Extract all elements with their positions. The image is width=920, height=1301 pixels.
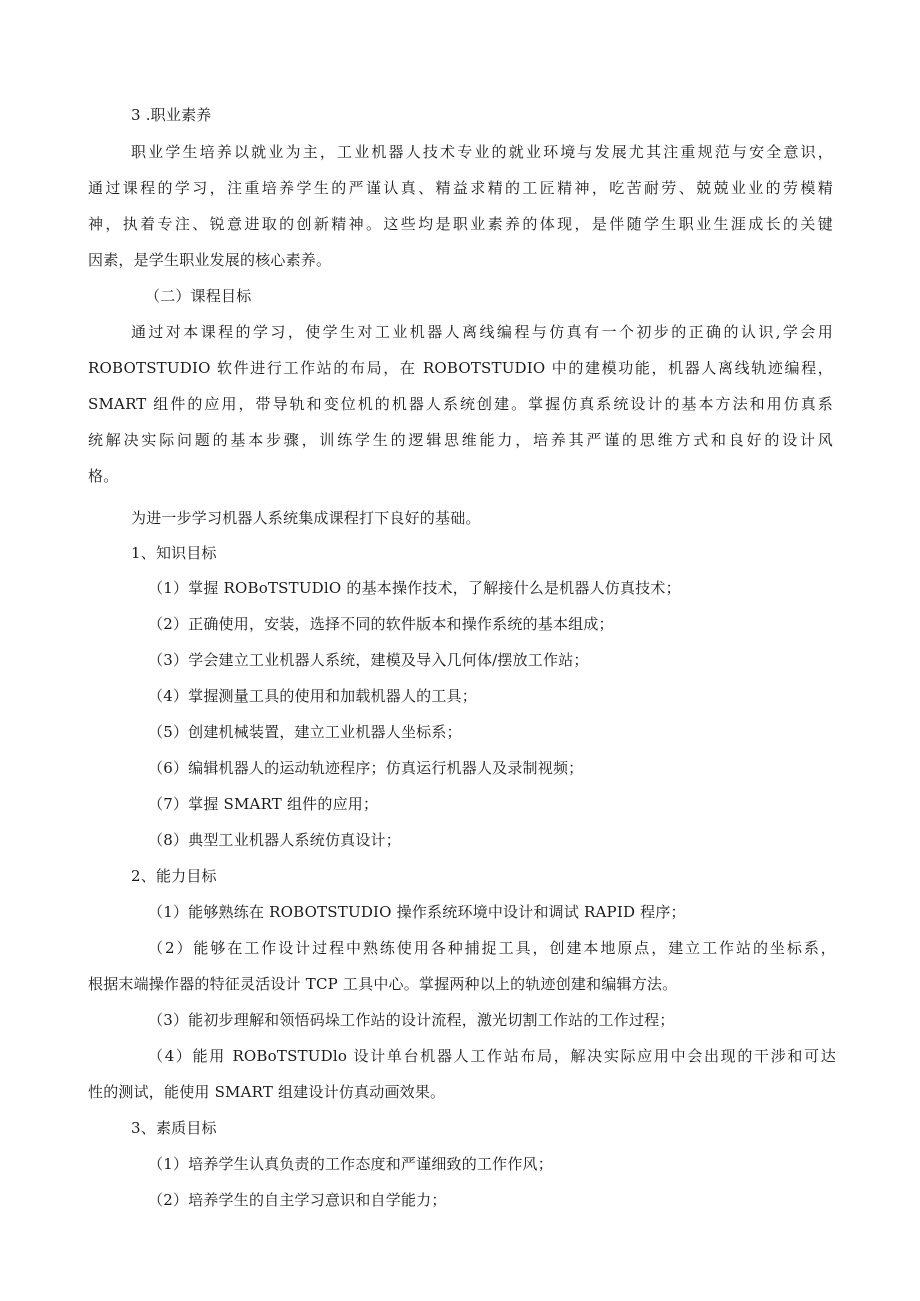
list-item: （1）培养学生认真负责的工作态度和严谨细致的工作作风；: [148, 1155, 553, 1173]
list-item: （3）学会建立工业机器人系统，建模及导入几何体/摆放工作站；: [148, 651, 589, 669]
paragraph-line: ROBOTSTUDIO 软件进行工作站的布局，在 ROBOTSTUDIO 中的建模功能，机器人离线轨迹编程，: [88, 359, 833, 377]
paragraph-line: 通过对本课程的学习，使学生对工业机器人离线编程与仿真有一个初步的正确的认识,学会用: [131, 323, 833, 341]
paragraph-line: 职业学生培养以就业为主，工业机器人技术专业的就业环境与发展尤其注重规范与安全意识，: [131, 143, 833, 161]
section-heading: （二）课程目标: [145, 287, 252, 305]
paragraph-line: 统解决实际问题的基本步骤，训练学生的逻辑思维能力，培养其严谨的思维方式和良好的设计风: [88, 431, 833, 449]
paragraph-line: SMART 组件的应用，带导轨和变位机的机器人系统创建。掌握仿真系统设计的基本方法和用仿真系: [88, 395, 833, 413]
subsection-heading: 3、素质目标: [131, 1119, 217, 1137]
list-item: （2）培养学生的自主学习意识和自学能力；: [148, 1191, 447, 1209]
list-item: （7）掌握 SMART 组件的应用；: [148, 795, 379, 813]
list-item: （1）能够熟练在 ROBOTSTUDIO 操作系统环境中设计和调试 RAPID 程序；: [148, 903, 686, 921]
list-item: （1）掌握 ROBoTSTUDlO 的基本操作技术，了解接什么是机器人仿真技术；: [148, 579, 681, 597]
list-item: （6）编辑机器人的运动轨迹程序；仿真运行机器人及录制视频；: [148, 759, 584, 777]
list-item: （5）创建机械装置，建立工业机器人坐标系；: [148, 723, 462, 741]
paragraph-line: 格。: [88, 467, 119, 485]
subsection-heading: 1、知识目标: [131, 544, 217, 562]
list-item: （2）正确使用，安装，选择不同的软件版本和操作系统的基本组成；: [148, 615, 614, 633]
list-item: （3）能初步理解和领悟码垛工作站的设计流程，激光切割工作站的工作过程；: [148, 1011, 675, 1029]
list-item: （4）掌握测量工具的使用和加载机器人的工具；: [148, 687, 477, 705]
paragraph-line: 通过课程的学习，注重培养学生的严谨认真、精益求精的工匠精神，吃苦耐劳、兢兢业业的劳模精: [88, 179, 833, 197]
subsection-heading: 2、能力目标: [131, 867, 217, 885]
list-item-continuation: 性的测试，能使用 SMART 组建设计仿真动画效果。: [88, 1083, 446, 1101]
paragraph-line: 为进一步学习机器人系统集成课程打下良好的基础。: [131, 509, 481, 527]
list-item: （4）能用 ROBoTSTUDlo 设计单台机器人工作站布局，解决实际应用中会出现的干涉和可达: [148, 1047, 836, 1065]
paragraph-line: 神，执着专注、锐意进取的创新精神。这些均是职业素养的体现，是伴随学生职业生涯成长的关键: [88, 215, 833, 233]
list-item: （2）能够在工作设计过程中熟练使用各种捕捉工具，创建本地原点，建立工作站的坐标系，: [148, 939, 836, 957]
list-item: （8）典型工业机器人系统仿真设计；: [148, 831, 401, 849]
paragraph-line: 因素，是学生职业发展的核心素养。: [88, 251, 332, 269]
section-heading: 3 .职业素养: [131, 106, 212, 124]
list-item-continuation: 根据末端操作器的特征灵活设计 TCP 工具中心。掌握两种以上的轨迹创建和编辑方法。: [88, 975, 678, 993]
